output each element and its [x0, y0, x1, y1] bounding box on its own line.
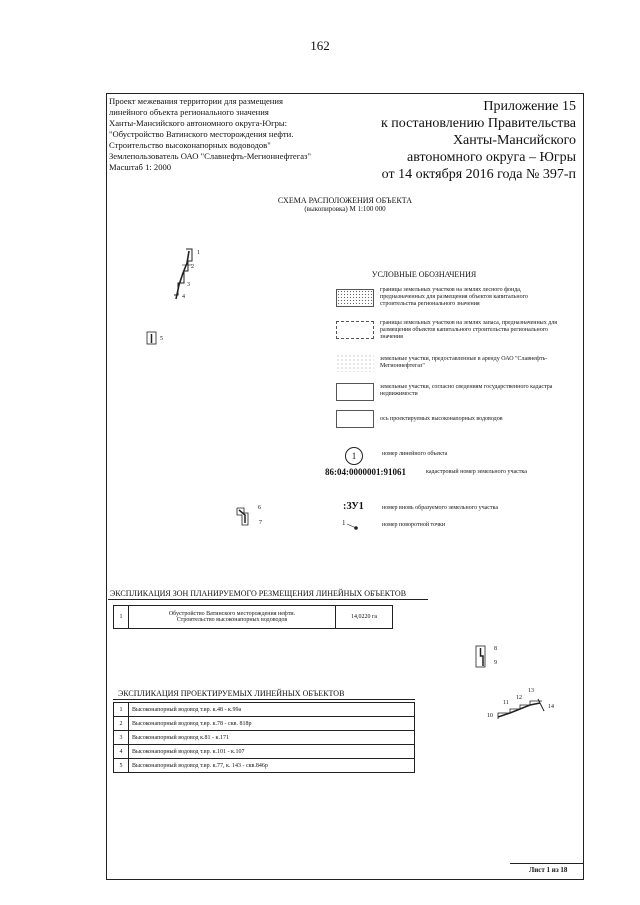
point-label: 12 — [516, 695, 522, 701]
pipeline-axis-swatch — [336, 410, 374, 428]
cadastre-land-swatch — [336, 383, 374, 401]
page-number: 162 — [310, 38, 330, 53]
map-object-5 — [146, 331, 158, 345]
scheme-title-text: СХЕМА РАСПОЛОЖЕНИЯ ОБЪЕКТА — [277, 196, 413, 205]
objects-underline — [113, 699, 415, 700]
legend-item: границы земельных участков на землях лесного фонда, предназначенных для размещения объектов капитального строительства регионального значения — [380, 287, 528, 307]
project-line: Проект межевания территории для размещения — [109, 96, 283, 106]
sheet-number: Лист 1 из 18 — [529, 866, 568, 874]
point-label: 8 — [494, 646, 497, 652]
map-object-6-7 — [234, 505, 256, 527]
zones-title: ЭКСПЛИКАЦИЯ ЗОН ПЛАНИРУЕМОГО РЕЗМЕЩЕНИЯ ЛИНЕЙНЫХ ОБЪЕКТОВ — [110, 589, 407, 598]
table-row — [114, 731, 415, 745]
zone-num: 1 — [114, 606, 129, 629]
forest-fund-swatch — [336, 289, 374, 307]
object-num: 4 — [114, 745, 129, 759]
point-label: 11 — [503, 700, 509, 706]
object-num: 3 — [114, 731, 129, 745]
legend-item: земельные участки, предоставленные в аренду ОАО "Славнефть-Мегионнефтегаз" — [380, 356, 548, 369]
turn-point-icon — [346, 521, 360, 531]
appendix-line: от 14 октября 2016 года № 397-п — [381, 167, 576, 182]
object-number-circle: 1 — [345, 447, 363, 465]
point-label: 1 — [197, 250, 200, 256]
reserve-land-swatch — [336, 321, 374, 339]
appendix-header — [330, 98, 576, 183]
appendix-line: Приложение 15 — [483, 99, 576, 114]
point-label: 5 — [160, 336, 163, 342]
project-line: Землепользователь ОАО "Славнефть-Мегионнефтегаз" — [109, 151, 311, 161]
point-label: 10 — [487, 713, 493, 719]
legend-item: номер линейного объекта — [382, 451, 448, 457]
map-object-1-4 — [166, 245, 206, 305]
table-row — [114, 745, 415, 759]
object-name: Высоконапорный водовод т.вр. к.78 - скв. 818р — [129, 717, 415, 731]
zone-name — [129, 606, 336, 629]
legend-item: номер поворотной точки — [382, 522, 446, 528]
zone-name-line: Строительство высоконапорных водоводов — [176, 617, 288, 623]
project-line: Строительство высоконапорных водоводов" — [109, 140, 271, 150]
zone-name-line: Обустройство Ватинского месторождения нефти. — [168, 611, 296, 617]
leased-land-swatch — [336, 354, 374, 372]
new-plot-code: :ЗУ1 — [343, 501, 364, 512]
objects-table — [113, 702, 415, 773]
legend-item: кадастровый номер земельного участка — [426, 469, 527, 475]
project-description — [109, 96, 349, 173]
table-row — [114, 606, 393, 629]
appendix-line: автономного округа – Югры — [407, 150, 576, 165]
point-label: 3 — [187, 282, 190, 288]
object-num: 1 — [114, 703, 129, 717]
point-label: 6 — [258, 505, 261, 511]
point-label: 9 — [494, 660, 497, 666]
table-row — [114, 703, 415, 717]
legend-item: ось проектируемых высоконапорных водоводов — [380, 416, 503, 422]
zones-table — [113, 605, 393, 629]
project-line: Масштаб 1: 2000 — [109, 162, 172, 172]
point-label: 4 — [182, 294, 185, 300]
project-line: Ханты-Мансийского автономного округа-Югры: — [109, 118, 288, 128]
point-label: 14 — [548, 704, 554, 710]
legend-item: земельные участки, согласно сведениям государственного кадастра недвижимости — [380, 384, 553, 397]
turn-point-example: 1 — [342, 519, 346, 527]
object-name: Высоконапорный водовод т.вр. к.77, к. 143 - скв.846р — [129, 759, 415, 773]
table-row — [114, 759, 415, 773]
point-label: 2 — [191, 264, 194, 270]
scheme-subtitle: (выкопировка) М 1:100 000 — [304, 205, 386, 213]
project-line: линейного объекта регионального значения — [109, 107, 269, 117]
legend-item: границы земельных участков на землях запаса, предназначенных для размещения объектов капитального строительства регионального значения — [380, 320, 558, 340]
object-name: Высоконапорный водовод т.вр. к.101 - к.107 — [129, 745, 415, 759]
point-label: 7 — [259, 520, 262, 526]
appendix-line: к постановлению Правительства — [380, 116, 576, 131]
project-line: "Обустройство Ватинского месторождения нефти. — [109, 129, 294, 139]
object-num: 5 — [114, 759, 129, 773]
zone-area: 14,0220 га — [336, 606, 393, 629]
object-name: Высоконапорный водовод к.81 - к.171 — [129, 731, 415, 745]
object-name: Высоконапорный водовод т.вр. к.48 - к.99а — [129, 703, 415, 717]
zones-underline — [108, 599, 428, 600]
cadastral-example: 86:04:0000001:91061 — [325, 467, 406, 477]
point-label: 13 — [528, 688, 534, 694]
appendix-line: Ханты-Мансийского — [452, 133, 576, 148]
sheet-box-line — [510, 863, 584, 864]
object-num: 2 — [114, 717, 129, 731]
legend-title: УСЛОВНЫЕ ОБОЗНАЧЕНИЯ — [371, 270, 477, 279]
objects-title: ЭКСПЛИКАЦИЯ ПРОЕКТИРУЕМЫХ ЛИНЕЙНЫХ ОБЪЕКТОВ — [118, 689, 345, 698]
table-row — [114, 717, 415, 731]
scheme-title — [110, 196, 580, 214]
legend-item: номер вновь образуемого земельного участка — [382, 505, 499, 511]
map-object-8-9 — [474, 644, 488, 670]
